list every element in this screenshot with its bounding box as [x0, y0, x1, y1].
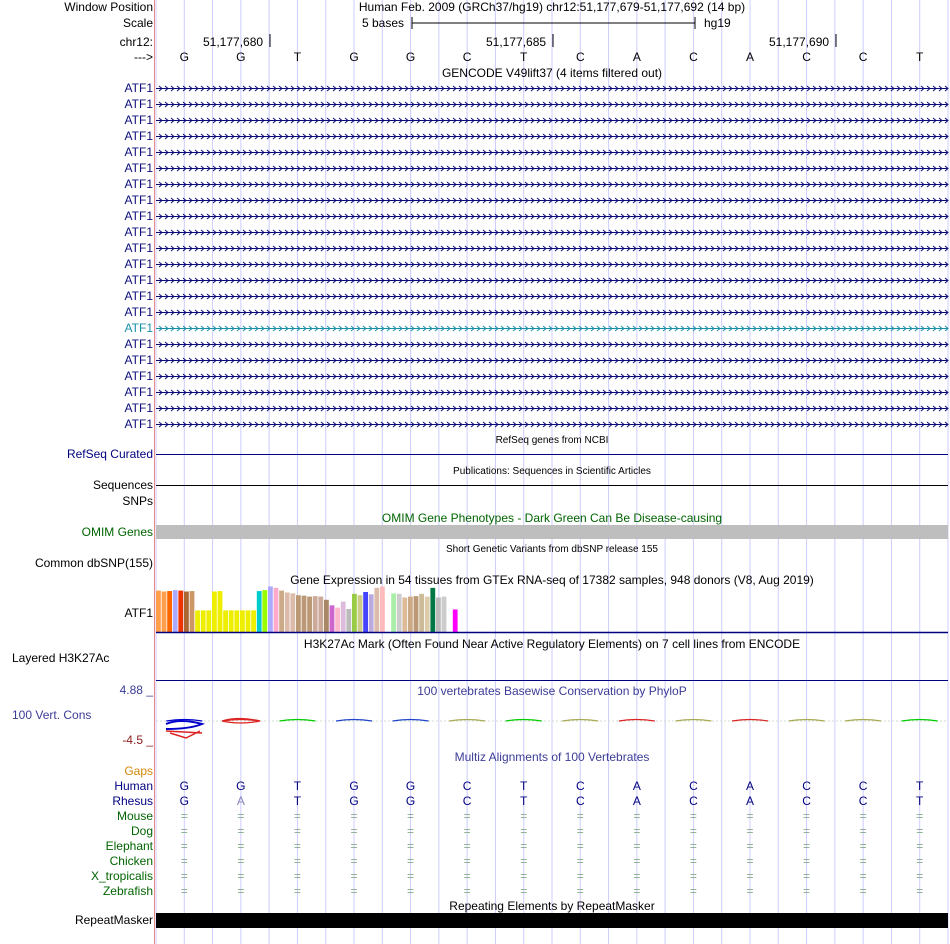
- gtex-tissue-bar: [318, 597, 323, 632]
- gencode-gene-label[interactable]: ATF1: [124, 257, 153, 271]
- gencode-gene-label[interactable]: ATF1: [124, 129, 153, 143]
- gtex-tissue-bar: [436, 598, 441, 633]
- base-letter: C: [858, 50, 868, 64]
- gtex-tissue-bar: [313, 596, 318, 632]
- gencode-gene-label[interactable]: ATF1: [124, 417, 153, 431]
- repeatmasker-label[interactable]: RepeatMasker: [74, 913, 153, 927]
- base-letter: T: [293, 50, 302, 64]
- gtex-tissue-bar: [352, 594, 357, 632]
- gtex-tissue-bar: [223, 610, 228, 632]
- multiz-aligned-base: =: [859, 824, 867, 838]
- multiz-aligned-base: =: [746, 839, 754, 853]
- repeatmasker-feature-bar: [156, 913, 948, 928]
- multiz-aligned-base: =: [689, 884, 697, 898]
- multiz-aligned-base: T: [520, 794, 528, 808]
- multiz-species-label[interactable]: Dog: [130, 824, 153, 838]
- gencode-gene-label[interactable]: ATF1: [124, 337, 153, 351]
- multiz-aligned-base: C: [462, 794, 472, 808]
- gencode-gene-label[interactable]: ATF1: [124, 305, 153, 319]
- base-letter: T: [916, 50, 924, 64]
- gencode-gene-label[interactable]: ATF1: [124, 113, 153, 127]
- gencode-gene-label[interactable]: ATF1: [124, 353, 153, 367]
- gtex-tissue-bar: [156, 591, 161, 632]
- gtex-tissue-bar: [251, 610, 256, 632]
- multiz-aligned-base: =: [803, 809, 811, 823]
- multiz-species-label[interactable]: Zebrafish: [102, 884, 153, 898]
- scale-text: 5 bases: [362, 16, 405, 30]
- multiz-species-label[interactable]: Chicken: [109, 854, 153, 868]
- window-position-text: Human Feb. 2009 (GRCh37/hg19) chr12:51,177,679-51,177,692 (14 bp): [358, 0, 746, 14]
- chrom-label: chr12:: [119, 35, 153, 49]
- gtex-tissue-bar: [363, 592, 368, 632]
- multiz-aligned-base: =: [463, 884, 471, 898]
- multiz-aligned-base: =: [350, 809, 358, 823]
- multiz-aligned-base: =: [803, 854, 811, 868]
- multiz-aligned-base: =: [916, 869, 924, 883]
- multiz-aligned-base: =: [237, 839, 245, 853]
- multiz-aligned-base: =: [293, 809, 301, 823]
- multiz-aligned-base: =: [576, 884, 584, 898]
- multiz-aligned-base: =: [916, 809, 924, 823]
- multiz-aligned-base: C: [858, 779, 868, 793]
- gtex-tissue-bar: [307, 597, 312, 632]
- multiz-aligned-base: A: [632, 779, 641, 793]
- gtex-tissue-bar: [296, 595, 301, 632]
- multiz-aligned-base: =: [689, 824, 697, 838]
- multiz-aligned-base: C: [802, 779, 811, 793]
- gtex-tissue-bar: [369, 594, 374, 632]
- sequences-label[interactable]: Sequences: [92, 478, 153, 492]
- gtex-tissue-bar: [341, 602, 346, 632]
- gencode-gene-label[interactable]: ATF1: [124, 177, 153, 191]
- multiz-aligned-base: G: [405, 779, 416, 793]
- base-letter: G: [405, 50, 416, 64]
- gtex-tissue-bar: [229, 610, 234, 632]
- multiz-aligned-base: =: [407, 854, 415, 868]
- multiz-aligned-base: =: [237, 854, 245, 868]
- gtex-tissue-bar: [391, 593, 396, 632]
- gtex-tissue-bar: [268, 586, 273, 632]
- multiz-aligned-base: =: [180, 824, 188, 838]
- assembly-label: hg19: [704, 16, 731, 30]
- multiz-aligned-base: C: [462, 779, 472, 793]
- gtex-tissue-bar: [430, 588, 435, 632]
- gtex-tissue-bar: [397, 594, 402, 632]
- publications-track-title[interactable]: Publications: Sequences in Scientific Articles: [453, 466, 651, 477]
- multiz-aligned-base: T: [520, 779, 528, 793]
- gtex-tissue-bar: [274, 588, 279, 632]
- gtex-tissue-bar: [419, 594, 424, 632]
- phylop-label[interactable]: 100 Vert. Cons: [12, 708, 92, 722]
- gtex-tissue-bar: [425, 597, 430, 632]
- gtex-tissue-bar: [358, 595, 363, 632]
- multiz-aligned-base: G: [179, 779, 189, 793]
- multiz-aligned-base: =: [463, 824, 471, 838]
- multiz-aligned-base: G: [179, 794, 189, 808]
- multiz-aligned-base: A: [236, 794, 245, 808]
- multiz-aligned-base: =: [350, 884, 358, 898]
- gtex-tissue-bar: [195, 610, 200, 632]
- multiz-aligned-base: =: [689, 854, 697, 868]
- multiz-aligned-base: =: [350, 854, 358, 868]
- gencode-gene-label[interactable]: ATF1: [124, 161, 153, 175]
- gtex-tissue-bar: [257, 591, 262, 632]
- multiz-aligned-base: =: [407, 809, 415, 823]
- multiz-aligned-base: =: [746, 809, 754, 823]
- base-letter: G: [349, 50, 359, 64]
- gtex-tissue-bar: [302, 596, 307, 632]
- multiz-aligned-base: =: [916, 854, 924, 868]
- multiz-aligned-base: =: [633, 824, 641, 838]
- multiz-aligned-base: =: [237, 884, 245, 898]
- multiz-aligned-base: =: [463, 869, 471, 883]
- gtex-tissue-bar: [212, 592, 217, 632]
- multiz-aligned-base: =: [520, 884, 528, 898]
- multiz-aligned-base: C: [689, 794, 698, 808]
- multiz-aligned-base: =: [180, 869, 188, 883]
- multiz-aligned-base: =: [576, 839, 584, 853]
- multiz-aligned-base: =: [180, 839, 188, 853]
- gtex-tissue-bar: [279, 591, 284, 632]
- gencode-gene-label[interactable]: ATF1: [124, 289, 153, 303]
- multiz-aligned-base: =: [746, 869, 754, 883]
- multiz-aligned-base: =: [237, 824, 245, 838]
- multiz-aligned-base: =: [576, 869, 584, 883]
- multiz-aligned-base: A: [745, 794, 755, 808]
- multiz-aligned-base: C: [575, 779, 585, 793]
- multiz-aligned-base: =: [180, 854, 188, 868]
- multiz-aligned-base: C: [858, 794, 868, 808]
- gtex-tissue-bar: [201, 610, 206, 632]
- multiz-aligned-base: T: [293, 794, 302, 808]
- multiz-aligned-base: =: [746, 854, 754, 868]
- multiz-aligned-base: =: [520, 809, 528, 823]
- multiz-aligned-base: =: [463, 854, 471, 868]
- omim-track-title[interactable]: OMIM Gene Phenotypes - Dark Green Can Be Disease-causing: [381, 511, 723, 525]
- gtex-tissue-bar: [414, 596, 419, 632]
- position-label-3: 51,177,690: [769, 35, 830, 49]
- multiz-aligned-base: =: [633, 809, 641, 823]
- multiz-aligned-base: =: [803, 839, 811, 853]
- phylop-ymin: -4.5 _: [122, 733, 153, 747]
- multiz-aligned-base: =: [463, 809, 471, 823]
- gencode-gene-label[interactable]: ATF1: [124, 401, 153, 415]
- multiz-aligned-base: =: [916, 884, 924, 898]
- gtex-tissue-bar: [346, 609, 351, 632]
- multiz-aligned-base: =: [689, 869, 697, 883]
- position-label-2: 51,177,685: [486, 35, 547, 49]
- multiz-aligned-base: =: [520, 869, 528, 883]
- multiz-aligned-base: =: [916, 839, 924, 853]
- gtex-label[interactable]: ATF1: [124, 606, 153, 620]
- omim-label[interactable]: OMIM Genes: [81, 525, 153, 539]
- multiz-aligned-base: =: [293, 839, 301, 853]
- multiz-aligned-base: =: [293, 884, 301, 898]
- multiz-aligned-base: =: [180, 809, 188, 823]
- base-letter: G: [236, 50, 246, 64]
- gencode-gene-label[interactable]: ATF1: [124, 193, 153, 207]
- refseq-label[interactable]: RefSeq Curated: [66, 447, 153, 461]
- multiz-aligned-base: =: [576, 854, 584, 868]
- multiz-aligned-base: =: [293, 869, 301, 883]
- gtex-tissue-bar: [285, 592, 290, 632]
- multiz-aligned-base: =: [859, 854, 867, 868]
- gencode-gene-label[interactable]: ATF1: [124, 97, 153, 111]
- position-label-1: 51,177,680: [203, 35, 264, 49]
- multiz-species-label[interactable]: Rhesus: [112, 794, 153, 808]
- multiz-aligned-base: T: [916, 794, 924, 808]
- gtex-tissue-bar: [246, 610, 251, 632]
- gtex-tissue-bar: [178, 591, 183, 632]
- refseq-track-title[interactable]: RefSeq genes from NCBI: [495, 435, 609, 446]
- gtex-tissue-bar: [335, 608, 340, 632]
- multiz-aligned-base: =: [407, 839, 415, 853]
- gencode-gene-label[interactable]: ATF1: [124, 385, 153, 399]
- multiz-aligned-base: G: [349, 794, 359, 808]
- omim-feature-bar: [156, 525, 948, 539]
- multiz-aligned-base: =: [689, 809, 697, 823]
- base-letter: T: [520, 50, 528, 64]
- multiz-aligned-base: G: [349, 779, 359, 793]
- gtex-tissue-bar: [374, 588, 379, 632]
- gtex-tissue-bar: [190, 591, 195, 632]
- multiz-aligned-base: =: [520, 824, 528, 838]
- gencode-gene-label[interactable]: ATF1: [124, 225, 153, 239]
- multiz-aligned-base: =: [407, 869, 415, 883]
- multiz-aligned-base: T: [916, 779, 924, 793]
- gtex-tissue-bar: [453, 609, 458, 632]
- multiz-aligned-base: =: [633, 839, 641, 853]
- gtex-tissue-bar: [380, 586, 385, 632]
- multiz-aligned-base: =: [803, 824, 811, 838]
- multiz-aligned-base: =: [859, 839, 867, 853]
- multiz-aligned-base: A: [632, 794, 641, 808]
- phylop-track-title[interactable]: 100 vertebrates Basewise Conservation by PhyloP: [417, 684, 687, 698]
- multiz-aligned-base: =: [350, 869, 358, 883]
- gtex-tissue-bar: [218, 591, 223, 632]
- gencode-gene-label[interactable]: ATF1: [124, 145, 153, 159]
- multiz-aligned-base: C: [575, 794, 585, 808]
- gtex-tissue-bar: [330, 605, 335, 632]
- multiz-aligned-base: =: [463, 839, 471, 853]
- multiz-aligned-base: =: [633, 884, 641, 898]
- multiz-aligned-base: =: [293, 854, 301, 868]
- multiz-aligned-base: =: [916, 824, 924, 838]
- multiz-track-title[interactable]: Multiz Alignments of 100 Vertebrates: [454, 750, 650, 764]
- gtex-tissue-bar: [262, 590, 267, 632]
- multiz-aligned-base: G: [405, 794, 416, 808]
- multiz-aligned-base: A: [745, 779, 755, 793]
- gtex-tissue-bar: [290, 593, 295, 632]
- scale-label: Scale: [122, 16, 153, 30]
- multiz-aligned-base: =: [350, 839, 358, 853]
- multiz-aligned-base: =: [633, 854, 641, 868]
- base-letter: C: [575, 50, 585, 64]
- gtex-tissue-bar: [408, 597, 413, 632]
- multiz-aligned-base: =: [350, 824, 358, 838]
- gencode-gene-label[interactable]: ATF1: [124, 81, 153, 95]
- dbsnp-label[interactable]: Common dbSNP(155): [34, 556, 153, 570]
- repeatmasker-track-title[interactable]: Repeating Elements by RepeatMasker: [449, 899, 655, 913]
- multiz-species-label[interactable]: Human: [114, 779, 153, 793]
- gencode-gene-label[interactable]: ATF1: [124, 209, 153, 223]
- base-letter: C: [462, 50, 472, 64]
- gencode-gene-label[interactable]: ATF1: [124, 273, 153, 287]
- multiz-aligned-base: =: [689, 839, 697, 853]
- gtex-tissue-bar: [162, 592, 167, 632]
- multiz-aligned-base: =: [576, 824, 584, 838]
- multiz-aligned-base: G: [236, 779, 246, 793]
- gencode-gene-label[interactable]: ATF1: [124, 369, 153, 383]
- snps-label[interactable]: SNPs: [122, 494, 153, 508]
- base-letter: G: [179, 50, 189, 64]
- multiz-aligned-base: =: [746, 884, 754, 898]
- multiz-aligned-base: =: [859, 809, 867, 823]
- base-letter: A: [745, 50, 755, 64]
- multiz-aligned-base: =: [803, 884, 811, 898]
- multiz-aligned-base: =: [859, 869, 867, 883]
- gencode-gene-label[interactable]: ATF1: [124, 321, 153, 335]
- gtex-tissue-bar: [173, 590, 178, 632]
- gtex-tissue-bar: [324, 600, 329, 632]
- multiz-aligned-base: =: [633, 869, 641, 883]
- gtex-tissue-bar: [240, 610, 245, 632]
- multiz-aligned-base: =: [576, 809, 584, 823]
- multiz-aligned-base: =: [237, 869, 245, 883]
- phylop-ymax: 4.88 _: [119, 683, 153, 697]
- multiz-species-label[interactable]: Mouse: [116, 809, 153, 823]
- multiz-aligned-base: =: [803, 869, 811, 883]
- gtex-track-title[interactable]: Gene Expression in 54 tissues from GTEx RNA-seq of 17382 samples, 948 donors (V8, Aug 2019): [290, 573, 814, 587]
- base-letter: C: [802, 50, 811, 64]
- gtex-tissue-bar: [167, 591, 172, 632]
- multiz-species-label[interactable]: X_tropicalis: [90, 869, 153, 883]
- multiz-aligned-base: =: [520, 839, 528, 853]
- multiz-aligned-base: =: [180, 884, 188, 898]
- multiz-aligned-base: =: [293, 824, 301, 838]
- base-letter: A: [632, 50, 641, 64]
- multiz-aligned-base: C: [689, 779, 698, 793]
- gtex-tissue-bar: [184, 592, 189, 632]
- strand-label: --->: [134, 50, 153, 64]
- gtex-tissue-bar: [442, 597, 447, 632]
- multiz-aligned-base: T: [293, 779, 302, 793]
- dbsnp-track-title[interactable]: Short Genetic Variants from dbSNP release 155: [446, 544, 658, 555]
- multiz-aligned-base: C: [802, 794, 811, 808]
- h3k27ac-track-title[interactable]: H3K27Ac Mark (Often Found Near Active Regulatory Elements) on 7 cell lines from ENCODE: [303, 637, 801, 651]
- gencode-gene-label[interactable]: ATF1: [124, 241, 153, 255]
- gtex-tissue-bar: [234, 610, 239, 632]
- multiz-aligned-base: =: [407, 884, 415, 898]
- multiz-aligned-base: =: [520, 854, 528, 868]
- base-letter: C: [689, 50, 698, 64]
- gtex-tissue-bar: [402, 598, 407, 633]
- h3k27ac-label[interactable]: Layered H3K27Ac: [12, 651, 110, 665]
- gencode-track-title[interactable]: GENCODE V49lift37 (4 items filtered out): [441, 66, 663, 80]
- multiz-aligned-base: =: [859, 884, 867, 898]
- multiz-aligned-base: =: [407, 824, 415, 838]
- gtex-tissue-bar: [206, 610, 211, 632]
- multiz-aligned-base: =: [237, 809, 245, 823]
- gaps-label[interactable]: Gaps: [124, 764, 153, 778]
- multiz-species-label[interactable]: Elephant: [105, 839, 153, 853]
- multiz-aligned-base: =: [746, 824, 754, 838]
- window-position-label: Window Position: [64, 0, 153, 14]
